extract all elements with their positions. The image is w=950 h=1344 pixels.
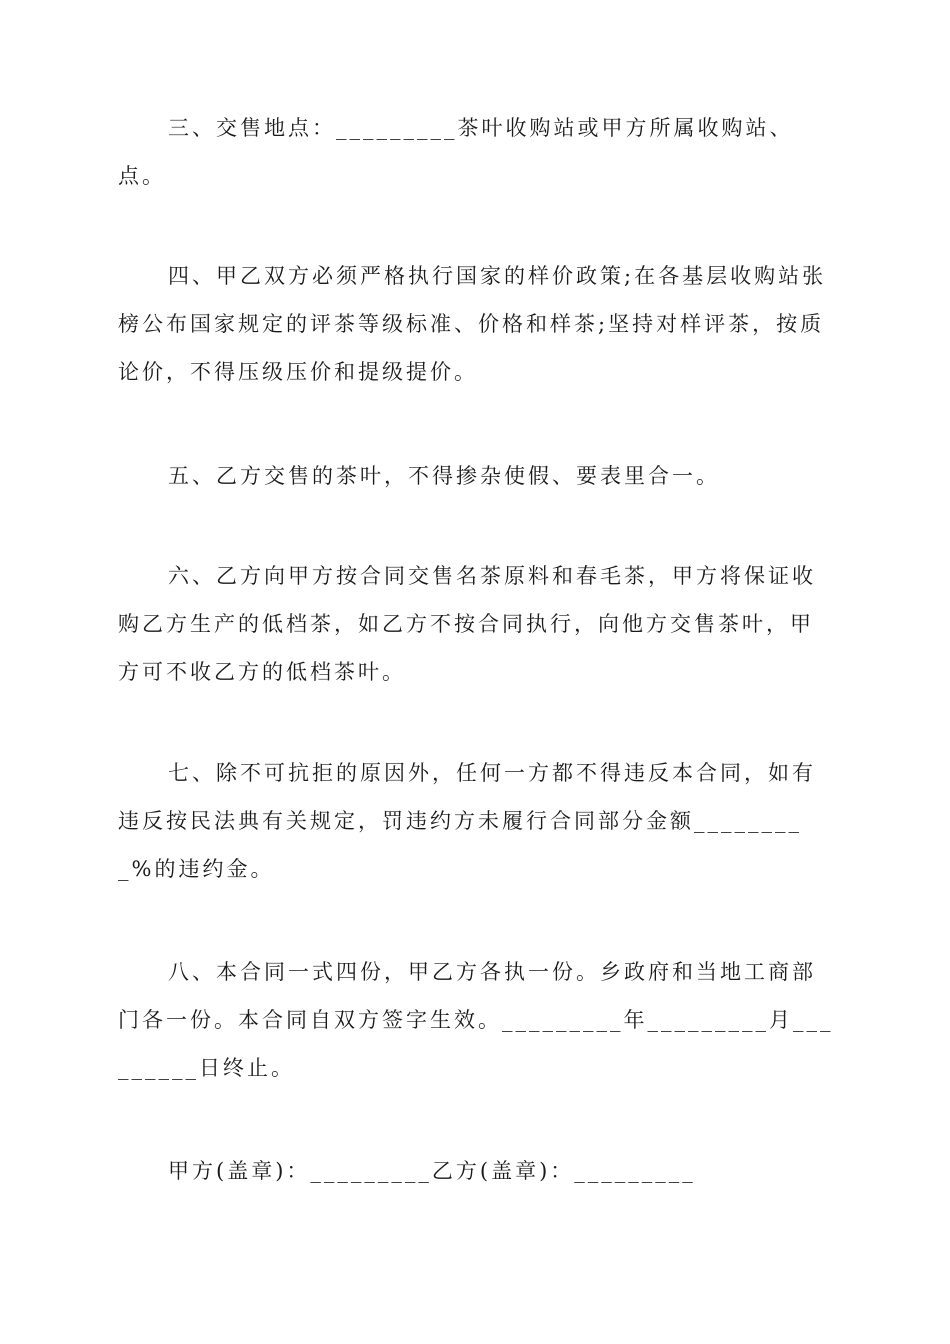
clause-5-quality: 五、乙方交售的茶叶，不得掺杂使假、要表里合一。 [168,464,720,488]
clause-6-purchase-guarantee: 六、乙方向甲方按合同交售名茶原料和春毛茶，甲方将保证收购乙方生产的低档茶，如乙方不按合同执行，向他方交售茶叶，甲方可不收乙方的低档茶叶。 [118,564,816,684]
clause-3-delivery-location: 三、交售地点：_________茶叶收购站或甲方所属收购站、点。 [118,116,794,188]
clause-7-breach-penalty: 七、除不可抗拒的原因外，任何一方都不得违反本合同，如有违反按民法典有关规定，罚违约方未履行合同部分金额_________%的违约金。 [118,761,816,881]
signature-line: 甲方(盖章)：_________乙方(盖章)：_________ [168,1159,696,1183]
clause-4-pricing-policy: 四、甲乙双方必须严格执行国家的样价政策;在各基层收购站张榜公布国家规定的评茶等级标准、价格和样茶;坚持对样评茶，按质论价，不得压级压价和提级提价。 [118,264,827,384]
clause-8-copies-and-term: 八、本合同一式四份，甲乙方各执一份。乡政府和当地工商部门各一份。本合同自双方签字生效。_________年_________月_________日终止。 [118,960,834,1080]
